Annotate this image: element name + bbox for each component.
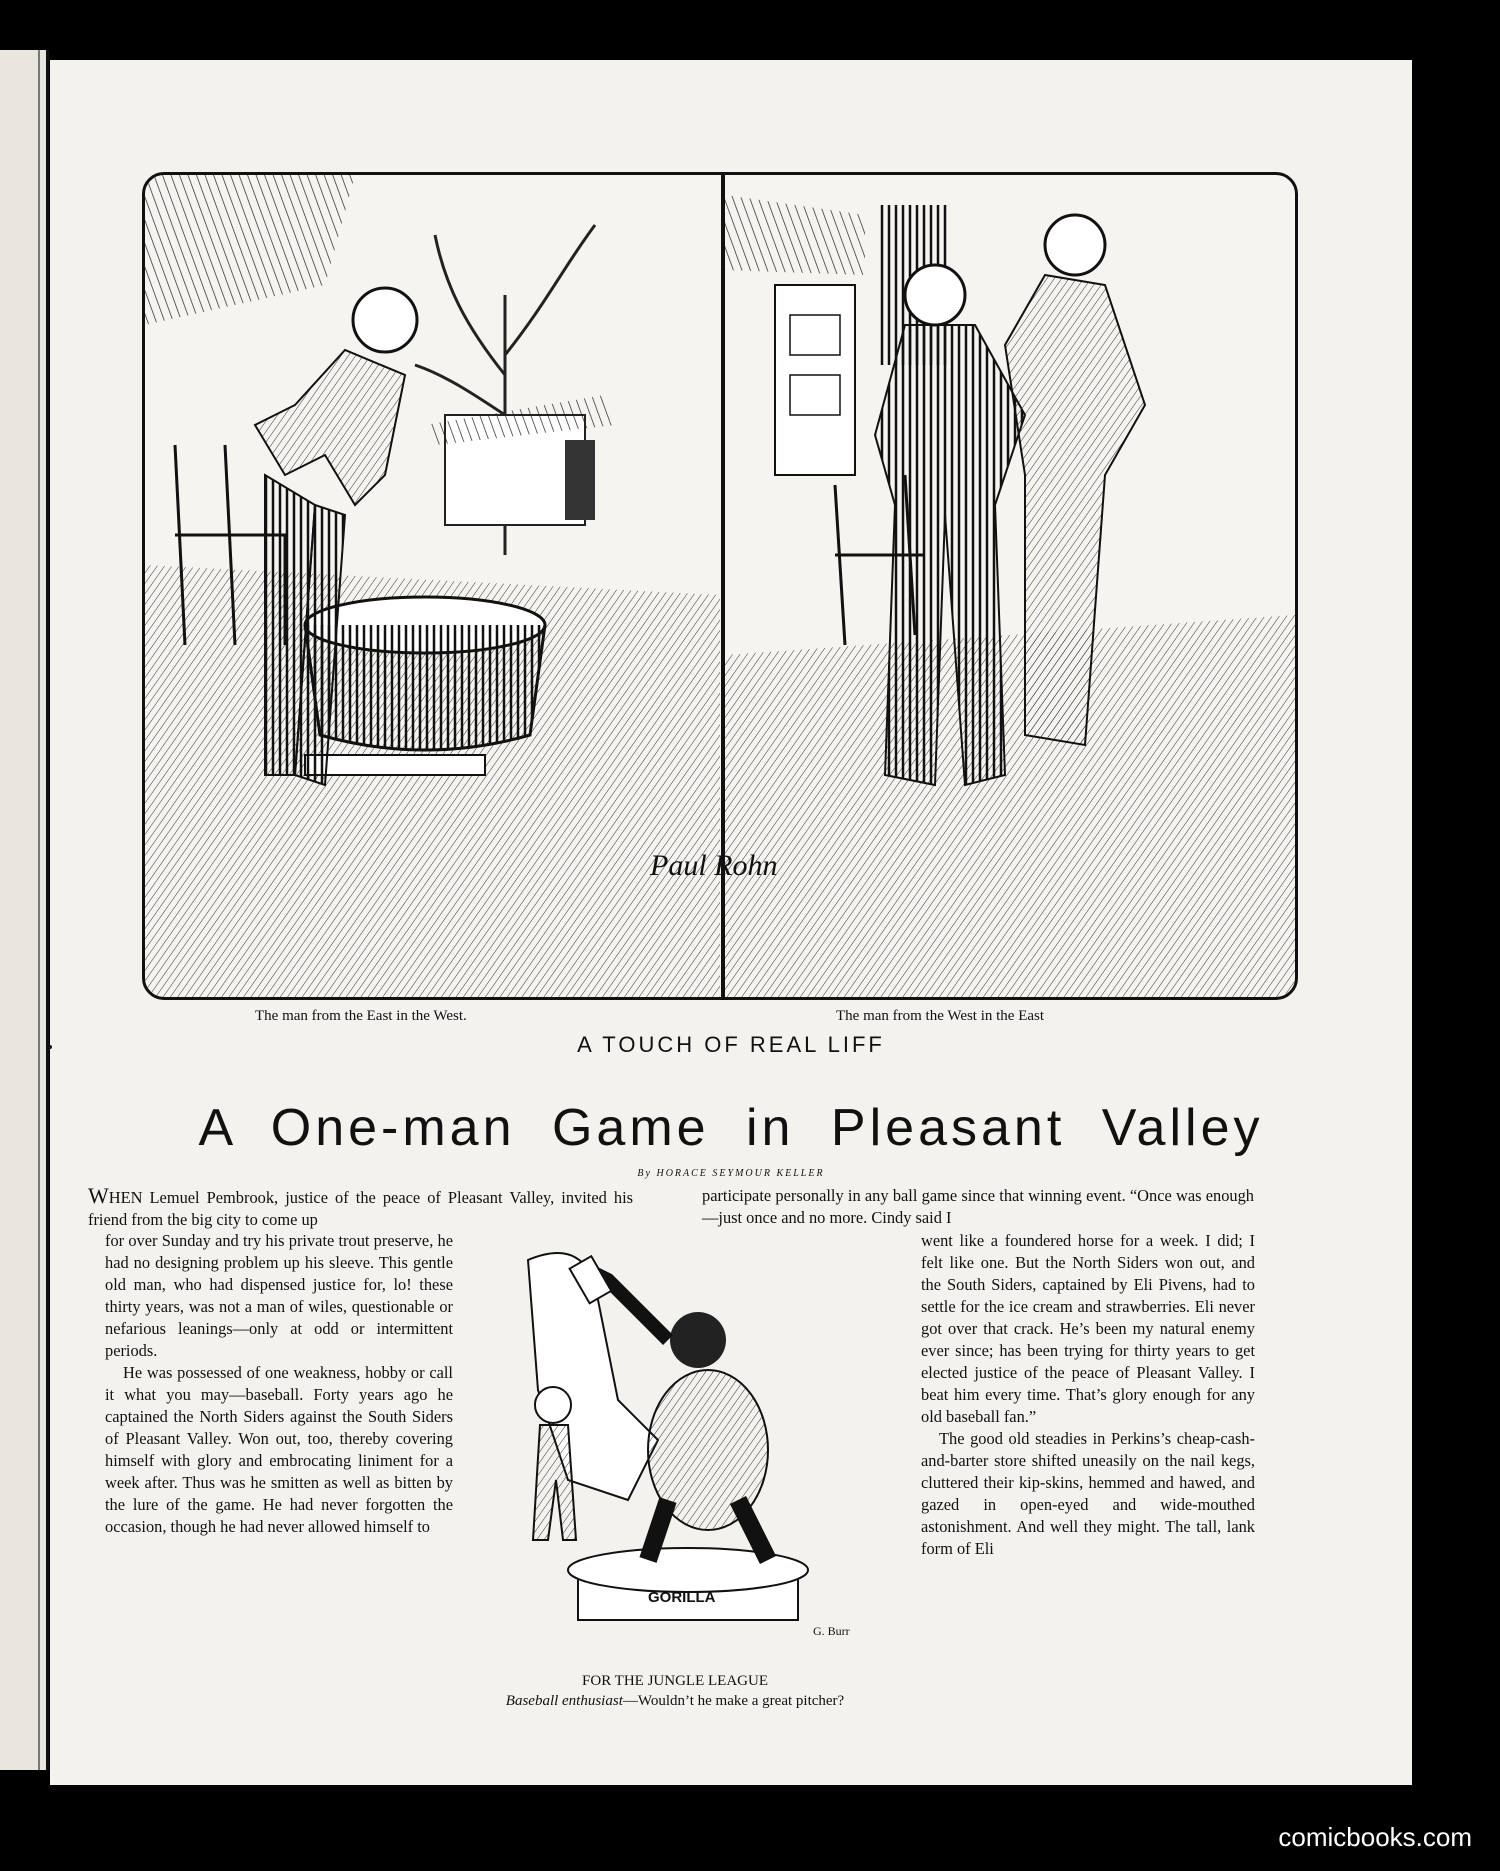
left-scene-east-man [145, 175, 720, 997]
paragraph: for over Sunday and try his private trout preserve, he had no designing problem up his sleeve. This gentle old man, who had dispensed justice for, lo! these thirty years, was not a man of wiles, questionable or nefarious leanings—only at odd or intermittent periods. [105, 1231, 453, 1360]
column-right [921, 1230, 1255, 1560]
watermark: comicbooks.com [1278, 1822, 1472, 1852]
paragraph: The good old steadies in Perkins’s cheap-cash-and-barter store shifted uneasily on the nail kegs, cluttered their kip-skins, hemmed and hawed, and gazed in open-eyed and wide-mouthed astonishment. And well they might. The tall, lank form of Eli [921, 1429, 1255, 1558]
caption-right: The man from the West in the East [836, 1008, 1045, 1024]
cartoon-caption [460, 1671, 890, 1711]
intro-text: Lemuel Pembrook, justice of the peace of Pleasant Valley, invited his friend from the big city to come up [88, 1188, 633, 1229]
cartoon-speaker: Baseball enthusiast [505, 1693, 623, 1709]
right-scene-west-man [725, 195, 1295, 997]
magazine-page [50, 60, 1412, 1785]
intro-first-word: HEN [108, 1188, 143, 1207]
stray-mark [48, 1045, 52, 1049]
intro-line-right: participate personally in any ball game since that winning event. “Once was enough—just once and no more. Cindy said I [702, 1186, 1254, 1227]
caption-left: The man from the East in the West. [255, 1008, 467, 1024]
artist-signature: Paul Rohn [650, 849, 778, 882]
cartoon-quote: —Wouldn’t he make a great pitcher? [622, 1693, 845, 1709]
gorilla-cartoon [468, 1240, 876, 1665]
drop-cap: W [88, 1183, 109, 1208]
adjacent-page-edge [0, 50, 49, 1770]
byline: By HORACE SEYMOUR KELLER [637, 1168, 825, 1179]
cartoon-signature: G. Burr [813, 1624, 850, 1638]
article-title: A One-man Game in Pleasant Valley [198, 1099, 1264, 1157]
cartoon-caption-title: FOR THE JUNGLE LEAGUE [582, 1673, 768, 1689]
paragraph: He was possessed of one weakness, hobby or call it what you may—baseball. Forty years ago he captained the North Siders against the South Siders of Pleasant Valley. Won out, too, thereby covering himself with glory and embrocating liniment for a week after. Thus was he smitten as well as bitten by the lure of the game. He had never forgotten the occasion, though he had never allowed himself to [105, 1363, 453, 1536]
column-left [105, 1230, 453, 1538]
paragraph: went like a foundered horse for a week. I did; I felt like one. But the North Siders won out, and the South Siders, captained by Eli Pivens, had to settle for the ice cream and strawberries. Eli never got over that crack. He’s been my natural enemy ever since; has been trying for thirty years to get elected justice of the peace of Pleasant Valley. I beat him every time. That’s glory enough for any old baseball fan.” [921, 1231, 1255, 1426]
main-illustration [142, 172, 1298, 1000]
pedestal-label: GORILLA [648, 1589, 716, 1606]
department-heading: A TOUCH OF REAL LIFF [577, 1032, 885, 1057]
intro-line-left [88, 1185, 633, 1231]
